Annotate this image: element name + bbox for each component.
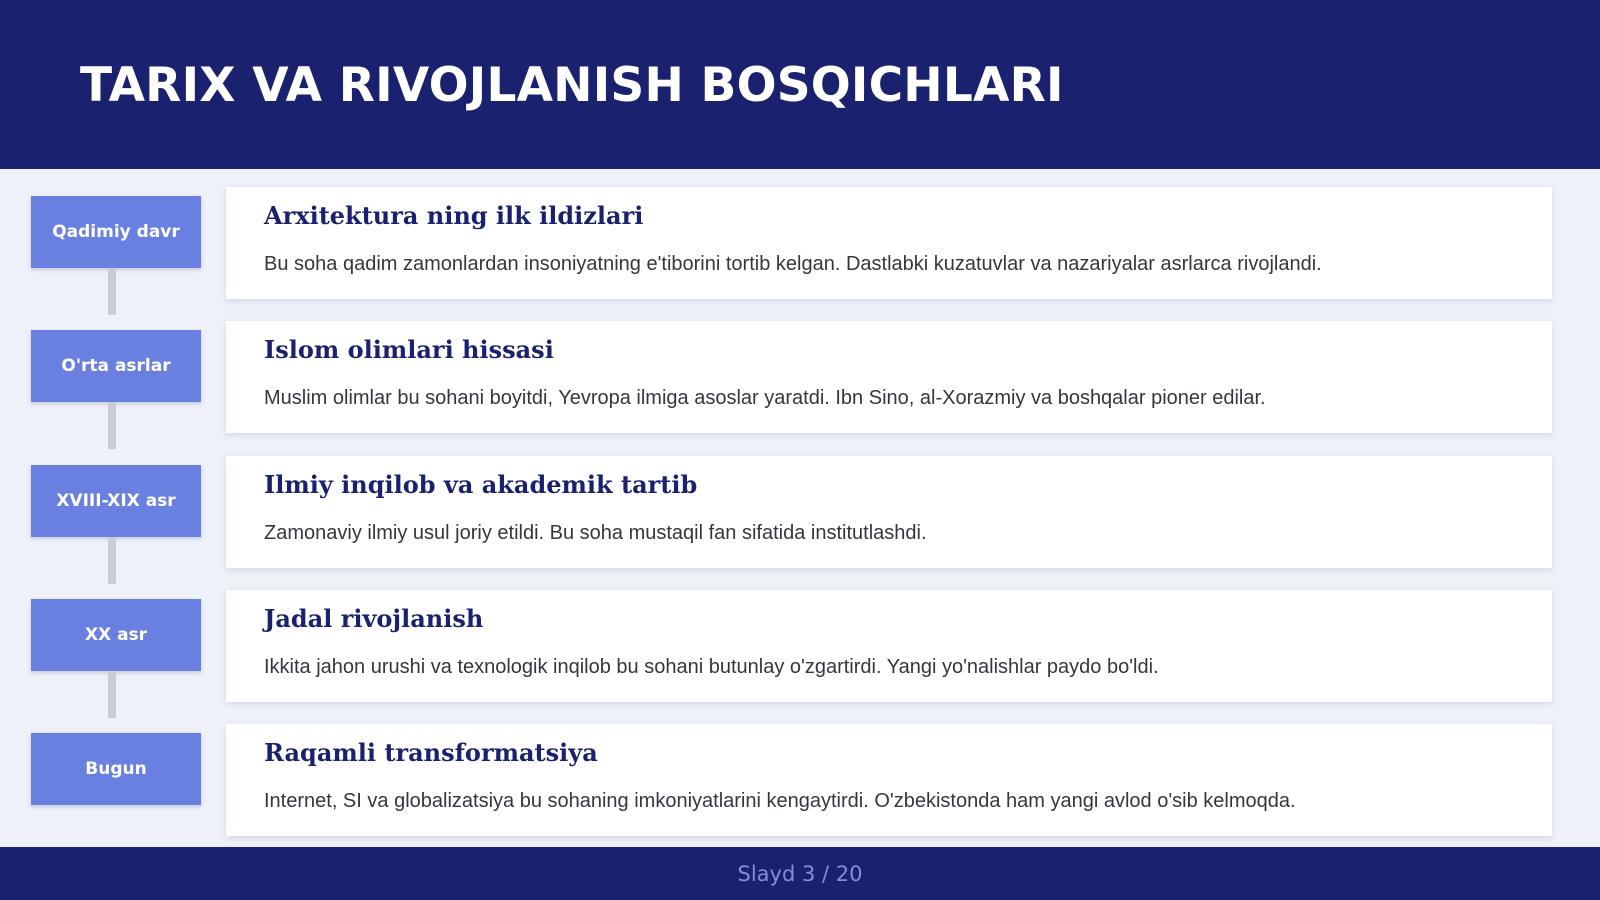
- card-title: Arxitektura ning ilk ildizlari: [264, 201, 644, 230]
- timeline-row: [0, 706, 1600, 840]
- card-title: Jadal rivojlanish: [264, 604, 484, 633]
- timeline-row: [0, 303, 1600, 437]
- slide-number: Slayd 3 / 20: [737, 861, 863, 886]
- card-text: Zamonaviy ilmiy usul joriy etildi. Bu soha mustaqil fan sifatida institutlashdi.: [264, 522, 927, 544]
- timeline-row: [0, 438, 1600, 572]
- card-text: Ikkita jahon urushi va texnologik inqilob bu sohani butunlay o'zgartirdi. Yangi yo'nalishlar paydo bo'ldi.: [264, 656, 1159, 678]
- timeline-card: [226, 724, 1552, 836]
- timeline: [0, 169, 1600, 847]
- card-text: Muslim olimlar bu sohani boyitdi, Yevropa ilmiga asoslar yaratdi. Ibn Sino, al-Xorazmiy va boshqalar pioner edilar.: [264, 387, 1266, 409]
- card-title: Raqamli transformatsiya: [264, 738, 598, 767]
- card-text: Bu soha qadim zamonlardan insoniyatning e'tiborini tortib kelgan. Dastlabki kuzatuvlar va nazariyalar asrlarca rivojlandi.: [264, 253, 1322, 275]
- slide-footer: [0, 847, 1600, 900]
- timeline-card: [226, 321, 1552, 433]
- era-badge: O'rta asrlar: [31, 330, 201, 402]
- timeline-row: [0, 169, 1600, 303]
- card-text: Internet, SI va globalizatsiya bu sohaning imkoniyatlarini kengaytirdi. O'zbekistonda ham yangi avlod o'sib kelmoqda.: [264, 790, 1296, 812]
- era-badge: XX asr: [31, 599, 201, 671]
- slide-title: TARIX VA RIVOJLANISH BOSQICHLARI: [80, 58, 1064, 113]
- slide-header: [0, 0, 1600, 169]
- timeline-card: [226, 187, 1552, 299]
- timeline-card: [226, 456, 1552, 568]
- timeline-card: [226, 590, 1552, 702]
- card-title: Islom olimlari hissasi: [264, 335, 554, 364]
- era-badge: Bugun: [31, 733, 201, 805]
- card-title: Ilmiy inqilob va akademik tartib: [264, 470, 698, 499]
- era-badge: XVIII-XIX asr: [31, 465, 201, 537]
- timeline-row: [0, 572, 1600, 706]
- era-badge: Qadimiy davr: [31, 196, 201, 268]
